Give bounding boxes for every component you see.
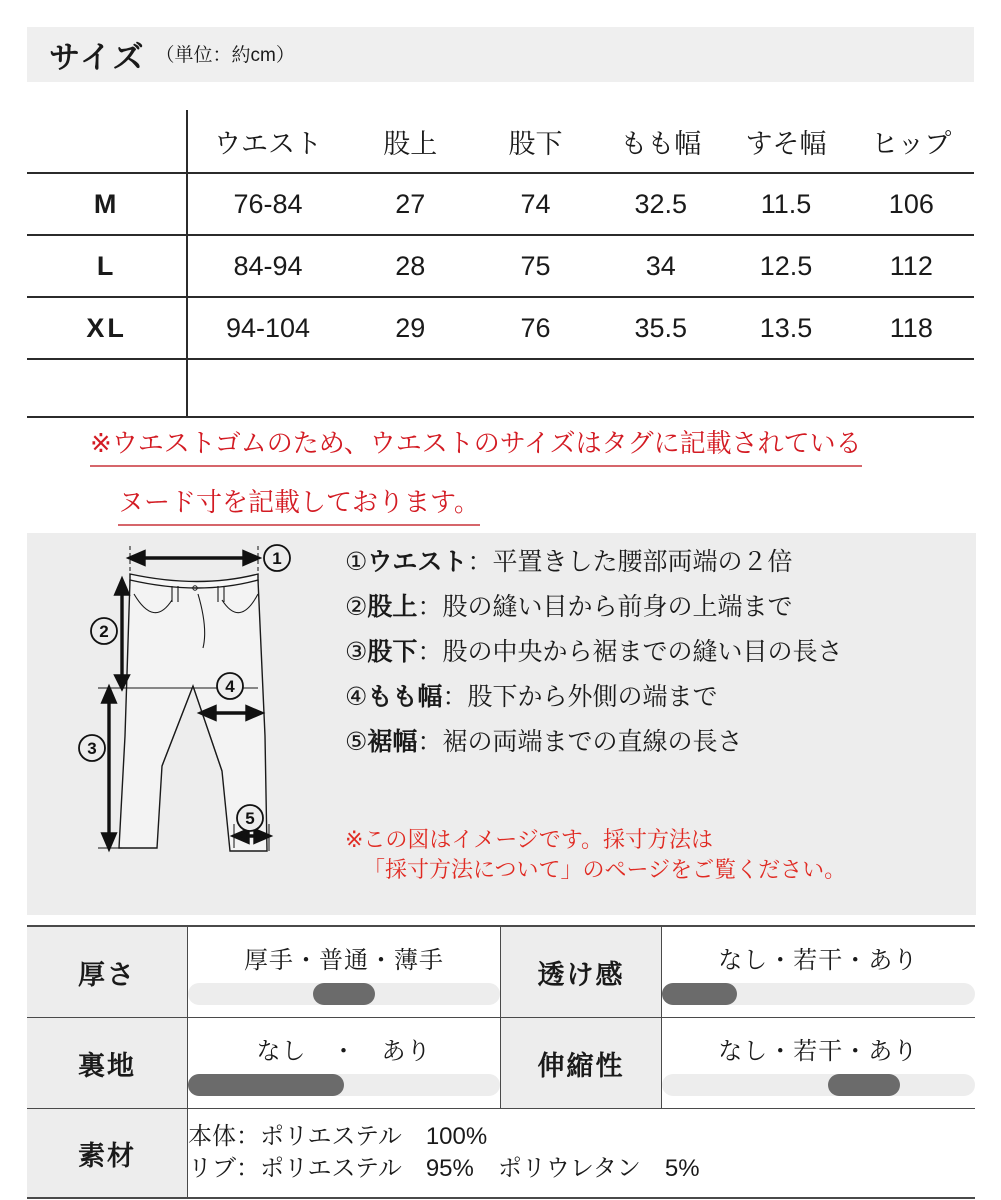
cell-m-inseam: 74 [473, 173, 598, 235]
column-header-hem: すそ幅 [745, 128, 827, 159]
material-line2: リブ：ポリエステル 95% ポリウレタン 5% [188, 1155, 700, 1182]
cell-m-rise: 27 [348, 173, 473, 235]
cell-l-rise: 28 [348, 235, 473, 297]
cell-l-inseam: 75 [473, 235, 598, 297]
cell-l-waist: 84-94 [187, 235, 347, 297]
spec-label-stretch: 伸縮性 [501, 1018, 662, 1109]
spec-slider-sheerness[interactable] [662, 983, 975, 1005]
table-row [27, 173, 974, 235]
cell-empty-inseam [473, 359, 598, 417]
spec-value-lining [188, 1018, 501, 1109]
spec-options-stretch: なし・若干・あり [718, 1037, 919, 1065]
diagram-disclaimer-note [345, 825, 846, 884]
column-header-hip: ヒップ [871, 128, 952, 159]
legend-marker-1: ① [345, 548, 368, 576]
legend-term-4: もも幅 [367, 683, 443, 711]
row-size-m: M [27, 173, 187, 235]
spec-options-lining: なし ・ あり [256, 1037, 432, 1065]
row-size-empty [27, 359, 187, 417]
legend-desc-1: ：平置きした腰部両端の２倍 [467, 548, 793, 576]
spec-label-sheerness: 透け感 [501, 926, 662, 1018]
legend-item-waist [345, 550, 965, 575]
spec-value-material [188, 1109, 975, 1199]
diagram-note-line2: 「採寸方法について」のページをご覧ください。 [363, 856, 847, 882]
row-size-l: L [27, 235, 187, 297]
svg-text:3: 3 [87, 739, 97, 758]
cell-empty-rise [348, 359, 473, 417]
legend-marker-2: ② [345, 593, 368, 621]
cell-empty-hem [723, 359, 848, 417]
cell-m-waist: 76-84 [187, 173, 347, 235]
svg-text:1: 1 [272, 549, 282, 568]
cell-m-hem: 11.5 [723, 173, 848, 235]
measurement-legend [345, 550, 965, 775]
spec-slider-stretch[interactable] [662, 1074, 975, 1096]
legend-term-5: 裾幅 [367, 728, 418, 756]
spec-row-thickness [27, 926, 975, 1018]
pants-diagram-icon [62, 536, 342, 876]
legend-desc-5: ：裾の両端までの直線の長さ [417, 728, 743, 756]
cell-xl-inseam: 76 [473, 297, 598, 359]
unit-note: （単位：約cm） [155, 45, 295, 66]
legend-item-inseam [345, 640, 965, 665]
cell-xl-hip: 118 [849, 297, 974, 359]
spec-value-stretch [662, 1018, 975, 1109]
size-table [27, 110, 974, 418]
spec-slider-knob-thickness[interactable] [313, 983, 375, 1005]
cell-xl-waist: 94-104 [187, 297, 347, 359]
legend-desc-4: ：股下から外側の端まで [442, 683, 718, 711]
table-row [27, 235, 974, 297]
spec-value-thickness [188, 926, 501, 1018]
page-title: サイズ [49, 40, 146, 75]
spec-slider-thickness[interactable] [188, 983, 500, 1005]
spec-slider-lining[interactable] [188, 1074, 500, 1096]
fabric-spec-table [27, 925, 975, 1199]
spec-row-material [27, 1109, 975, 1199]
cell-empty-thigh [598, 359, 723, 417]
spec-slider-knob-stretch[interactable] [828, 1074, 900, 1096]
cell-xl-thigh: 35.5 [598, 297, 723, 359]
spec-options-thickness: 厚手・普通・薄手 [244, 946, 444, 974]
legend-desc-2: ：股の縫い目から前身の上端まで [417, 593, 793, 621]
size-table-header-row [27, 110, 974, 173]
cell-m-thigh: 32.5 [598, 173, 723, 235]
cell-l-thigh: 34 [598, 235, 723, 297]
spec-label-thickness: 厚さ [27, 926, 188, 1018]
column-header-inseam: 股下 [508, 128, 563, 159]
legend-item-thigh [345, 685, 965, 710]
legend-item-hem [345, 730, 965, 755]
spec-label-lining: 裏地 [27, 1018, 188, 1109]
diagram-note-line1: ※この図はイメージです。採寸方法は [345, 827, 714, 852]
legend-term-2: 股上 [367, 593, 418, 621]
column-header-size [27, 110, 187, 173]
cell-l-hip: 112 [849, 235, 974, 297]
cell-xl-rise: 29 [348, 297, 473, 359]
svg-text:2: 2 [99, 622, 109, 641]
legend-marker-4: ④ [345, 683, 368, 711]
table-row [27, 297, 974, 359]
column-header-waist: ウエスト [213, 128, 322, 159]
legend-marker-5: ⑤ [345, 728, 368, 756]
cell-empty-waist [187, 359, 347, 417]
spec-slider-knob-sheerness[interactable] [662, 983, 737, 1005]
legend-item-rise [345, 595, 965, 620]
svg-text:5: 5 [245, 809, 255, 828]
waist-note-line1: ※ウエストゴムのため、ウエストのサイズはタグに記載されている [90, 430, 862, 467]
spec-slider-knob-lining[interactable] [188, 1074, 344, 1096]
waist-note-line2: ヌード寸を記載しております。 [118, 489, 480, 526]
svg-text:4: 4 [225, 677, 235, 696]
spec-options-sheerness: なし・若干・あり [718, 946, 919, 974]
spec-value-sheerness [662, 926, 975, 1018]
cell-m-hip: 106 [849, 173, 974, 235]
legend-term-3: 股下 [367, 638, 418, 666]
legend-term-1: ウエスト [367, 548, 468, 576]
column-header-thigh: もも幅 [620, 128, 702, 159]
spec-row-lining [27, 1018, 975, 1109]
legend-desc-3: ：股の中央から裾までの縫い目の長さ [417, 638, 843, 666]
legend-marker-3: ③ [345, 638, 368, 666]
cell-empty-hip [849, 359, 974, 417]
waist-elastic-note [90, 430, 862, 526]
column-header-rise: 股上 [383, 128, 438, 159]
spec-label-material: 素材 [27, 1109, 188, 1199]
material-line1: 本体：ポリエステル 100% [188, 1122, 488, 1150]
table-row-empty [27, 359, 974, 417]
cell-xl-hem: 13.5 [723, 297, 848, 359]
row-size-xl: XL [27, 297, 187, 359]
cell-l-hem: 12.5 [723, 235, 848, 297]
size-header-band [27, 27, 974, 82]
